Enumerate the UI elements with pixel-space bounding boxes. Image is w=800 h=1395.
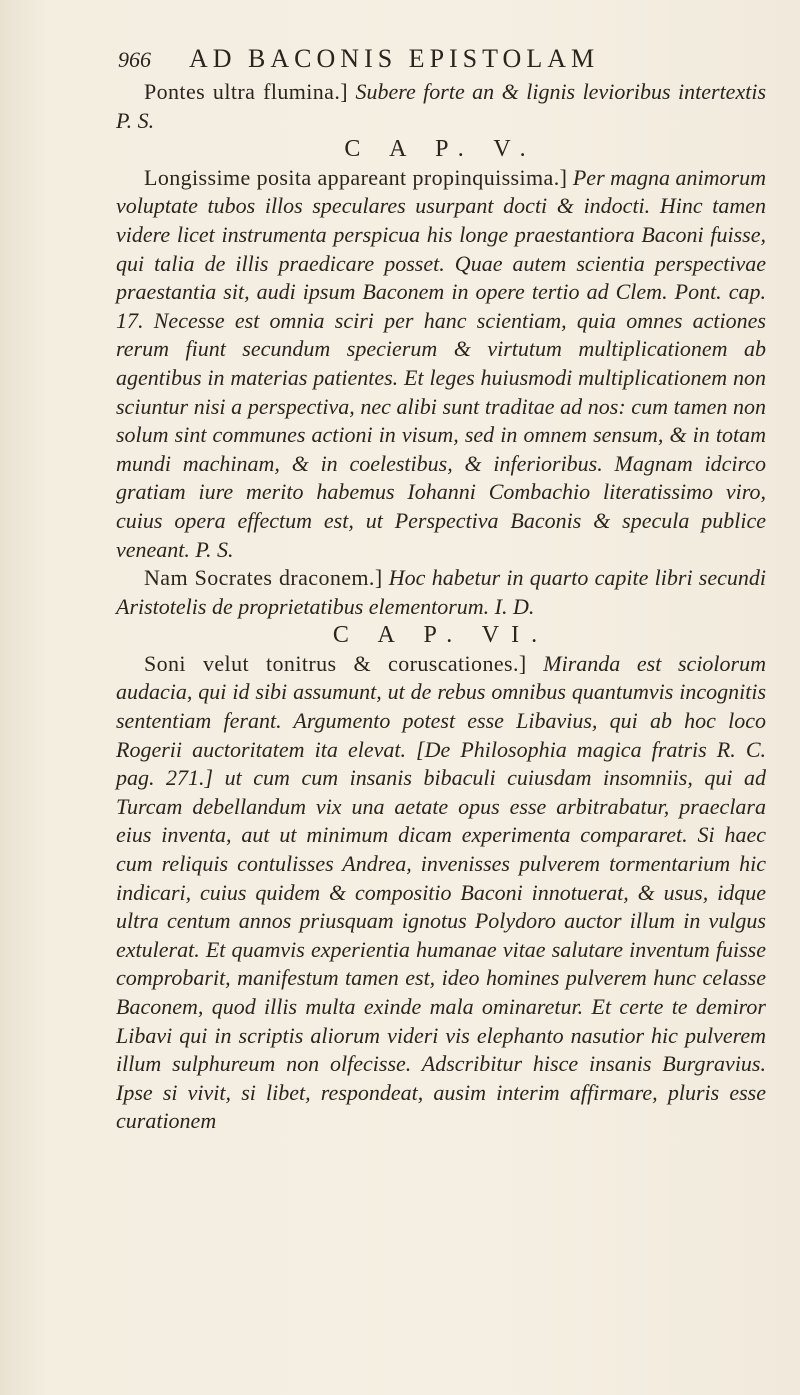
- commentary: Hoc habetur in quarto capite libri secundi Aristotelis de proprietatibus elementorum. I. D.: [116, 565, 766, 619]
- paragraph: [116, 650, 766, 1136]
- running-header: [118, 44, 688, 74]
- commentary: Miranda est sciolorum audacia, qui id sibi assumunt, ut de rebus omnibus quantumvis incognitis sententiam ferant. Argumento potest esse Libavius, qui ab hoc loco Rogerii auctoritatem ita elevat. [De Philosophia magica fratris R. C. pag. 271.] ut cum cum insanis bibaculi cuiusdam insomniis, qui ad Turcam debellandum vix una aetate opus esse arbitrabatur, praeclara eius inventa, aut ut minimum dicam experimenta compararet. Si haec cum reliquis contulisses Andrea, invenisses pulverem tormentarium hic indicari, cuius quidem & compositio Baconi innotuerat, & usus, idque ultra centum annos priusquam ignotus Polydoro auctor illum in vulgus extulerat. Et quamvis experientia humanae vitae salutare inventum fuisse comprobarit, manifestum tamen est, ideo homines pulverem hunc celasse Baconem, quod illis multa exinde mala ominaretur. Et certe te demiror Libavi qui in scriptis aliorum videri vis elephanto nasutior hic pulverem illum sulphureum non olfecisse. Adscribitur hisce insanis Burgravius. Ipse si vivit, si libet, respondeat, ausim interim affirmare, pluris esse curationem: [116, 650, 766, 1134]
- chapter-heading: C A P. V.: [344, 136, 538, 163]
- paragraph: [116, 164, 766, 564]
- chapter-heading: C A P. VI.: [332, 622, 550, 649]
- commentary: Per magna animorum voluptate tubos illos speculares usurpant docti & indocti. Hinc tamen videre licet instrumenta perspicua his longe praestantiora Baconi fuisse, qui talia de illis praedicare posset. Quae autem scientia perspectivae praestantia sit, audi ipsum Baconem in opere tertio ad Clem. Pont. cap. 17. Necesse est omnia sciri per hanc scientiam, quia omnes actiones rerum fiunt secundum specierum & virtutum multiplicationem ab agentibus in materias patientes. Et leges huiusmodi multiplicationem non sciuntur nisi a perspectiva, nec alibi sunt traditae ad nos: cum tamen non solum sint communes actioni in visum, sed in omnem sensum, & in totam mundi machinam, & in coelestibus, & inferioribus. Magnam idcirco gratiam iure merito habemus Iohanni Combachio literatissimo viro, cuius opera effectum est, ut Perspectiva Baconis & specula publice veneant. P. S.: [116, 164, 766, 562]
- lemma: Longissime posita appareant propinquissima.]: [144, 164, 568, 190]
- running-title: AD BACONIS EPISTOLAM: [189, 44, 600, 73]
- page-number: 966: [118, 47, 151, 72]
- paragraph: [116, 78, 766, 135]
- body-text: [116, 78, 766, 1136]
- commentary: Subere forte an & lignis levioribus intertextis P. S.: [116, 79, 767, 133]
- lemma: Soni velut tonitrus & coruscationes.]: [144, 650, 527, 676]
- lemma: Pontes ultra flumina.]: [144, 79, 348, 104]
- paragraph: [116, 564, 766, 621]
- lemma: Nam Socrates draconem.]: [144, 565, 383, 591]
